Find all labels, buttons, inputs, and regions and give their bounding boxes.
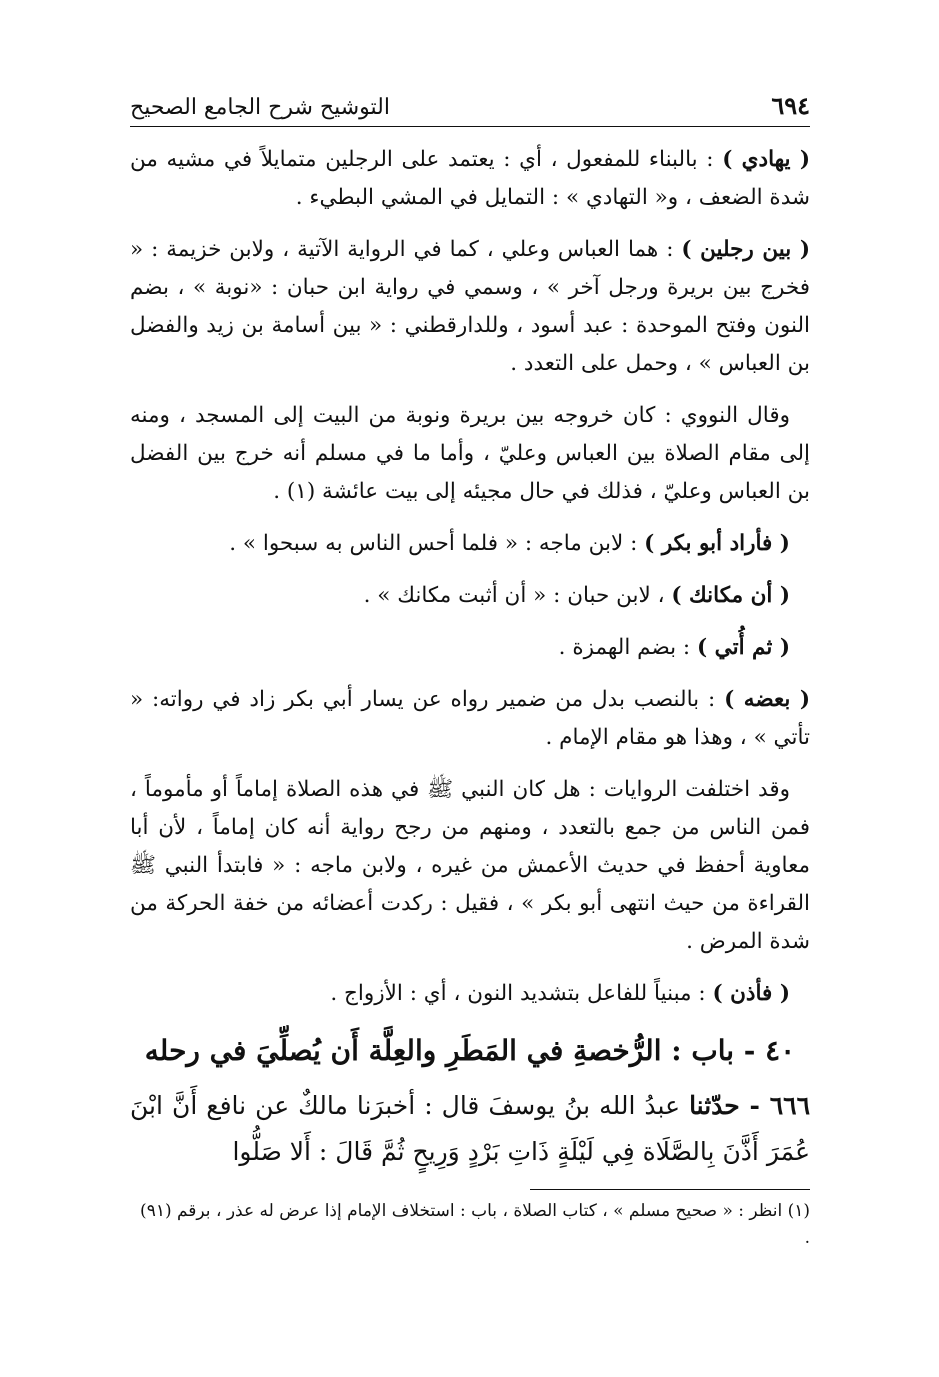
paragraph-text: : مبنياً للفاعل بتشديد النون ، أي : الأزواج .: [330, 981, 713, 1006]
term: ( بين رجلين ): [681, 237, 810, 262]
term: ( فأذن ): [712, 981, 790, 1006]
paragraph: [130, 577, 810, 615]
paragraph: [130, 629, 810, 667]
paragraph-text: : بالنصب بدل من ضمير رواه عن يسار أبي بكر زاد في رواته: « تأتي » ، وهذا هو مقام الإمام .: [130, 687, 810, 750]
commentary-body: [130, 141, 810, 1013]
paragraph: [130, 231, 810, 383]
book-title: التوشيح شرح الجامع الصحيح: [130, 95, 390, 120]
term: ( يهادي ): [722, 147, 810, 172]
hadith-body: عبدُ الله بنُ يوسفَ قال : أخبرَنا مالكٌ عن نافع أَنَّ ابْنَ عُمَرَ أَذَّنَ بِالصَّلَاة فِي لَيْلَةٍ ذَاتِ بَرْدٍ وَرِيحٍ ثُمَّ قَالَ : أَلا صَلُّوا: [130, 1091, 810, 1166]
paragraph-text: ، لابن حبان : « أن أثبت مكانك » .: [363, 583, 672, 608]
paragraph: [130, 397, 810, 511]
paragraph-text: : بالبناء للمفعول ، أي : يعتمد على الرجلين متمايلاً في مشيه من شدة الضعف ، و« التهادي » : التمايل في المشي البطيء .: [130, 147, 810, 210]
paragraph: [130, 681, 810, 757]
term: ( فأراد أبو بكر ): [644, 531, 790, 556]
footnote-divider: [530, 1189, 810, 1190]
paragraph-text: : لابن ماجه : « فلما أحس الناس به سبحوا » .: [229, 531, 645, 556]
term: ( أن مكانك ): [671, 583, 790, 608]
page-number: ٦٩٤: [771, 91, 810, 120]
footnote: (١) انظر : « صحيح مسلم » ، كتاب الصلاة ، باب : استخلاف الإمام إذا عرض له عذر ، برقم (٩١) .: [140, 1201, 810, 1248]
paragraph: [130, 525, 810, 563]
hadith-text: [130, 1083, 810, 1175]
paragraph-text: : هما العباس وعلي ، كما في الرواية الآتية ، ولابن خزيمة : « فخرج بين بريرة ورجل آخر » ، وسمي في رواية ابن حبان : «نوبة » ، بضم النون وفتح الموحدة : عبد أسود ، وللدارقطني : « بين أسامة بن زيد والفضل بن العباس » ، وحمل على التعدد .: [130, 237, 810, 376]
chapter-heading: ٤٠ - باب : الرُّخصةِ في المَطَرِ والعِلَّة أَن يُصلِّيَ في رحله: [144, 1034, 796, 1067]
paragraph: [130, 771, 810, 961]
page-header: [130, 84, 810, 127]
page: [130, 84, 810, 1252]
paragraph: [130, 975, 810, 1013]
term: ( ثم أُتي ): [697, 635, 790, 660]
paragraph-text: وقال النووي : كان خروجه بين بريرة ونوبة من البيت إلى المسجد ، ومنه إلى مقام الصلاة بين العباس وعليّ ، وأما ما في مسلم أنه خرج بين الفضل بن العباس وعليّ ، فذلك في حال مجيئه إلى بيت عائشة (١) .: [130, 403, 810, 504]
paragraph-text: وقد اختلفت الروايات : هل كان النبي ﷺ في هذه الصلاة إماماً أو مأموماً ، فمن الناس من جمع بالتعدد ، ومنهم من رجح رواية أنه كان إماماً ، لأن أبا معاوية أحفظ في حديث الأعمش من غيره ، ولابن ماجه : « فابتدأ النبي ﷺ القراءة من حيث انتهى أبو بكر » ، فقيل : ركدت أعضائه من خفة الحركة من شدة المرض .: [130, 777, 810, 954]
paragraph-text: : بضم الهمزة .: [558, 635, 698, 660]
paragraph: [130, 141, 810, 217]
hadith-lead: ٦٦٦ - حدّثنا: [689, 1091, 811, 1120]
term: ( بعضه ): [724, 687, 811, 712]
